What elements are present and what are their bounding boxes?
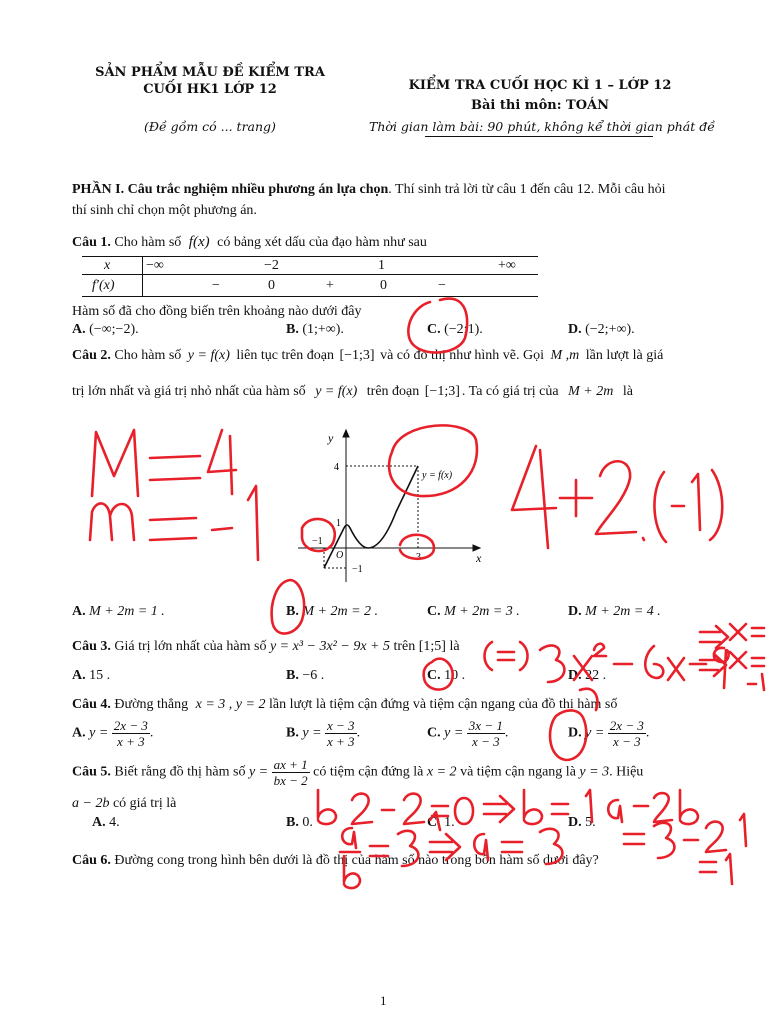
header-left-line1: SẢN PHẨM MẪU ĐỀ KIỂM TRA [95, 65, 325, 80]
q3-option-b-text: −6 . [302, 668, 325, 683]
q1-option-a-key: A. [72, 322, 86, 337]
q1-table-top [82, 256, 538, 257]
q3-text-b: trên [393, 639, 416, 654]
q2-graph-tick-m1-x: −1 [312, 536, 323, 547]
q1-table-x-head: x [104, 258, 111, 273]
q4-option-c-frac [467, 718, 505, 749]
q3-expr: y = x³ − 3x² − 9x + 5 [269, 639, 390, 654]
ink-digit-6 [645, 646, 663, 678]
q4-option-d-frac [608, 718, 646, 749]
header-right-line1: KIỂM TRA CUỐI HỌC KÌ 1 – LỚP 12 [408, 78, 672, 93]
q3-option-d-key: D. [568, 668, 582, 683]
q4-option-a-lhs: y = [89, 725, 109, 741]
q5-eq1: x = 2 [426, 764, 457, 780]
q5-text-c: và tiệm cận ngang là [460, 764, 576, 780]
header-right-line2: Bài thi môn: TOÁN [471, 98, 609, 113]
ink-arrow-3 [484, 796, 514, 822]
q4-option-d-den: x − 3 [613, 734, 641, 749]
q4-option-a-num: 2x − 3 [113, 718, 148, 733]
q2-graph [290, 420, 490, 585]
q4-option-b-den: x + 3 [327, 734, 355, 749]
q2-line2-c: . Ta có giá trị của [461, 384, 559, 399]
q3-option-a-key: A. [72, 668, 86, 683]
ink-digit-2 [596, 461, 636, 534]
q1-option-d-key: D. [568, 322, 582, 337]
q6-stem [72, 853, 599, 869]
q3-option-a[interactable] [72, 668, 110, 684]
q4-option-b-key: B. [286, 725, 299, 741]
q4-option-c[interactable]: C. y = $\frac{3x - 1}{x - 3}$ . [427, 718, 509, 749]
q2-line1-int: [−1;3] [339, 348, 375, 363]
q2-line1 [72, 348, 663, 364]
q3-option-b-key: B. [286, 668, 299, 683]
q5-option-b-text: 0. [302, 815, 313, 830]
q2-line1-c: và có đồ thị như hình vẽ. Gọi [380, 348, 544, 363]
q2-graph-tick-3: 3 [416, 552, 421, 563]
q3-stem [72, 639, 460, 655]
q4-eq2: y = 2 [235, 697, 266, 712]
q4-option-a-frac [112, 718, 150, 749]
q5-option-c[interactable] [427, 815, 455, 831]
q1-option-b-key: B. [286, 322, 299, 337]
ink-arrow-2 [700, 654, 726, 676]
q3-interval: [1;5] [418, 639, 446, 654]
ink-digit-2c [352, 794, 372, 824]
q1-option-d[interactable] [568, 322, 635, 338]
ink-letter-b2 [524, 790, 542, 824]
ink-digit-3 [540, 645, 564, 682]
q1-table-x2: −2 [264, 258, 279, 273]
ink-paren-open [654, 472, 666, 542]
ink-digit-1b [740, 814, 746, 846]
q2-option-c-key: C. [427, 604, 441, 619]
ink-minus-one-c [748, 674, 764, 690]
q1-table-s5: − [438, 278, 446, 293]
q1-option-b-text: (1;+∞). [302, 322, 344, 337]
q5-text-d: . Hiệu [609, 764, 644, 780]
q3-option-b[interactable] [286, 668, 324, 684]
q5-option-d-text: 5. [585, 815, 596, 830]
q1-table-s4: 0 [380, 278, 387, 293]
q2-graph-x-label: x [476, 551, 482, 565]
ink-equals-8 [700, 862, 716, 872]
page-number: 1 [380, 993, 387, 1008]
q1-table-divider [142, 256, 143, 296]
q6-text: Đường cong trong hình bên dưới là đồ thị của hàm số nào trong bốn hàm số dưới đây? [114, 853, 599, 868]
ink-arrow-1 [700, 626, 728, 648]
q2-graph-y-arrow [343, 430, 349, 437]
q2-line1-eq: y = f(x) [187, 348, 230, 363]
ink-letter-m [90, 503, 134, 540]
q4-text-a: Đường thẳng [114, 697, 189, 712]
ink-equals-7 [624, 834, 644, 844]
q2-graph-tick-4: 4 [334, 462, 339, 473]
q5-option-a-key: A. [92, 815, 106, 830]
q4-option-b[interactable]: B. y = $\frac{x - 3}{x + 3}$ . [286, 718, 361, 749]
q3-label: Câu 3. [72, 639, 111, 654]
q2-option-d[interactable] [568, 604, 661, 620]
q2-line1-vars: M ,m [550, 348, 580, 363]
q1-table-x4: +∞ [498, 258, 516, 273]
q2-line1-b: liên tục trên đoạn [236, 348, 334, 363]
header-left-note: (Đề gồm có ... trang) [144, 119, 276, 134]
q2-line2-d: là [622, 384, 633, 399]
q5-line1 [72, 757, 643, 788]
q5-option-d[interactable] [568, 815, 596, 831]
q5-lhs: y = [248, 764, 269, 780]
q4-option-d-num: 2x − 3 [609, 718, 644, 733]
q5-text-a: Biết rằng đồ thị hàm số [114, 764, 246, 780]
ink-minus-one [212, 486, 258, 560]
q4-option-c-key: C. [427, 725, 441, 741]
q2-label: Câu 2. [72, 348, 111, 363]
q2-graph-curve-label: y = f(x) [422, 470, 453, 481]
q4-option-a-den: x + 3 [117, 734, 145, 749]
q2-option-b[interactable] [286, 604, 378, 620]
q4-option-a-key: A. [72, 725, 86, 741]
ink-implies-paren [485, 642, 528, 670]
part1-rest: . Thí sinh trả lời từ câu 1 đến câu 12. Mỗi câu hỏi [388, 182, 666, 197]
q2-option-a-text: M + 2m = 1 . [89, 604, 165, 619]
q2-graph-tick-1: 1 [336, 518, 341, 529]
q5-text-b: có tiệm cận đứng là [313, 764, 424, 780]
ink-x-eq-m1 [730, 652, 764, 668]
ink-digit-4 [208, 430, 236, 494]
q4-option-c-den: x − 3 [472, 734, 500, 749]
ink-digit-0 [455, 798, 473, 824]
q4-option-c-num: 3x − 1 [468, 718, 503, 733]
ink-digit-9 [714, 648, 729, 688]
q5-eq2: y = 3 [579, 764, 610, 780]
q5-line2-expr: a − 2b [72, 796, 110, 811]
ink-equals-1 [150, 456, 200, 480]
q2-option-b-text: M + 2m = 2 . [302, 604, 379, 619]
q5-frac [272, 757, 310, 788]
q3-text-c: là [449, 639, 460, 654]
q4-option-d[interactable]: D. y = $\frac{2x - 3}{x - 3}$ . [568, 718, 650, 749]
q3-option-a-text: 15 . [89, 668, 111, 683]
q5-option-a-text: 4. [109, 815, 120, 830]
ink-x-eq-3 [730, 624, 764, 640]
q2-line1-a: Cho hàm số [114, 348, 182, 363]
q1-table-x1: −∞ [146, 258, 164, 273]
q2-line2-int: [−1;3] [424, 384, 460, 399]
q2-line2-a: trị lớn nhất và giá trị nhỏ nhất của hàm số [72, 384, 306, 399]
ink-letter-M [92, 430, 138, 496]
q2-line2-eq: y = f(x) [315, 384, 358, 399]
q2-option-d-key: D. [568, 604, 582, 619]
ink-paren-close [710, 470, 722, 540]
q1-stem [72, 234, 427, 251]
q1-table-s2: 0 [268, 278, 275, 293]
q6-label: Câu 6. [72, 853, 111, 868]
ink-equals-6 [502, 842, 522, 852]
q1-fx: f(x) [188, 234, 210, 250]
q1-table-fp-head: f′(x) [92, 278, 115, 293]
ink-minus-one-b [672, 474, 700, 530]
q4-text-b: lần lượt là tiệm cận đứng và tiệm cận ngang của đồ thị hàm số [268, 697, 618, 712]
ink-digit-4b [512, 446, 556, 548]
q1-table-mid [82, 274, 538, 275]
q5-option-d-key: D. [568, 815, 582, 830]
q2-option-a-key: A. [72, 604, 86, 619]
q4-eq1: x = 3 , [195, 697, 233, 712]
q3-option-c-key: C. [427, 668, 441, 683]
q1-label: Câu 1. [72, 235, 111, 250]
q1-text-b: có bảng xét dấu của đạo hàm như sau [217, 235, 427, 250]
q2-line2 [72, 384, 633, 400]
q2-line2-expr: M + 2m [568, 384, 614, 399]
q5-den: bx − 2 [273, 773, 308, 788]
q2-option-b-key: B. [286, 604, 299, 619]
q4-option-b-lhs: y = [302, 725, 322, 741]
header-left-line2: CUỐI HK1 LỚP 12 [143, 82, 277, 97]
q4-option-b-frac [325, 718, 357, 749]
q1-option-a[interactable] [72, 322, 139, 338]
q4-stem [72, 697, 617, 713]
q3-option-d-text: 22 . [585, 668, 607, 683]
q1-question: Hàm số đã cho đồng biến trên khoảng nào dưới đây [72, 304, 362, 319]
q3-text-a: Giá trị lớn nhất của hàm số [114, 639, 267, 654]
q3-option-c[interactable] [427, 668, 465, 684]
ink-letter-b3 [680, 790, 698, 824]
q1-option-c[interactable] [427, 322, 483, 338]
q2-line1-d: lần lượt là giá [585, 348, 664, 363]
ink-dot [643, 538, 644, 540]
q1-option-c-text: (−2;1). [444, 322, 483, 337]
q5-line2 [72, 796, 176, 812]
ink-letter-a [608, 800, 622, 822]
ink-letter-b [318, 790, 336, 824]
q1-text-a: Cho hàm số [114, 235, 182, 250]
q4-option-b-num: x − 3 [327, 718, 355, 733]
q1-option-a-text: (−∞;−2). [89, 322, 139, 337]
q3-option-d[interactable] [568, 668, 606, 684]
q1-table-s3: + [326, 278, 334, 293]
q5-option-b-key: B. [286, 815, 299, 830]
ink-equals-4 [552, 804, 568, 814]
q4-label: Câu 4. [72, 697, 111, 712]
q3-option-c-text: 10 . [444, 668, 466, 683]
q2-option-c[interactable] [427, 604, 520, 620]
ink-digit-1c [726, 854, 732, 884]
q5-option-b[interactable] [286, 815, 313, 831]
ink-x-1 [668, 658, 684, 680]
q1-option-c-key: C. [427, 322, 441, 337]
q5-option-a[interactable] [92, 815, 120, 831]
part1-intro [72, 182, 665, 198]
q1-option-d-text: (−2;+∞). [585, 322, 635, 337]
ink-digit-2e [654, 793, 672, 822]
q4-option-d-key: D. [568, 725, 582, 741]
q5-option-c-key: C. [427, 815, 441, 830]
ink-digit-2f [706, 822, 726, 852]
q2-line2-b: trên đoạn [366, 384, 420, 399]
part1-title: PHẦN I. Câu trắc nghiệm nhiều phương án lựa chọn [72, 182, 389, 197]
q2-option-d-text: M + 2m = 4 . [585, 604, 661, 619]
q1-option-b[interactable] [286, 322, 344, 338]
q1-table-x3: 1 [378, 258, 385, 273]
q4-option-c-lhs: y = [444, 725, 464, 741]
q4-option-a[interactable]: A. y = $\frac{2x - 3}{x + 3}$ . [72, 718, 154, 749]
ink-digit-2d [404, 794, 424, 824]
ink-letter-a2 [342, 828, 356, 848]
q2-option-a[interactable] [72, 604, 165, 620]
q1-table-s1: − [212, 278, 220, 293]
part1-line2: thí sinh chỉ chọn một phương án. [72, 203, 257, 218]
ink-plus [560, 480, 592, 516]
header-underline [425, 136, 653, 137]
ink-digit-3d [654, 823, 674, 858]
q2-graph-y-label: y [328, 431, 334, 445]
q2-option-c-text: M + 2m = 3 . [444, 604, 520, 619]
q5-line2-text: có giá trị là [112, 796, 177, 811]
q2-graph-origin: O [336, 550, 344, 561]
q5-label: Câu 5. [72, 764, 111, 780]
q4-option-d-lhs: y = [585, 725, 605, 741]
q2-graph-tick-m1-y: −1 [352, 564, 363, 575]
q1-table-bottom [82, 296, 538, 297]
q5-num: ax + 1 [273, 757, 308, 772]
q5-option-c-text: 1. [444, 815, 455, 830]
ink-equals-2 [150, 518, 196, 540]
header-right-note: Thời gian làm bài: 90 phút, không kể thời gian phát đề [369, 119, 715, 134]
